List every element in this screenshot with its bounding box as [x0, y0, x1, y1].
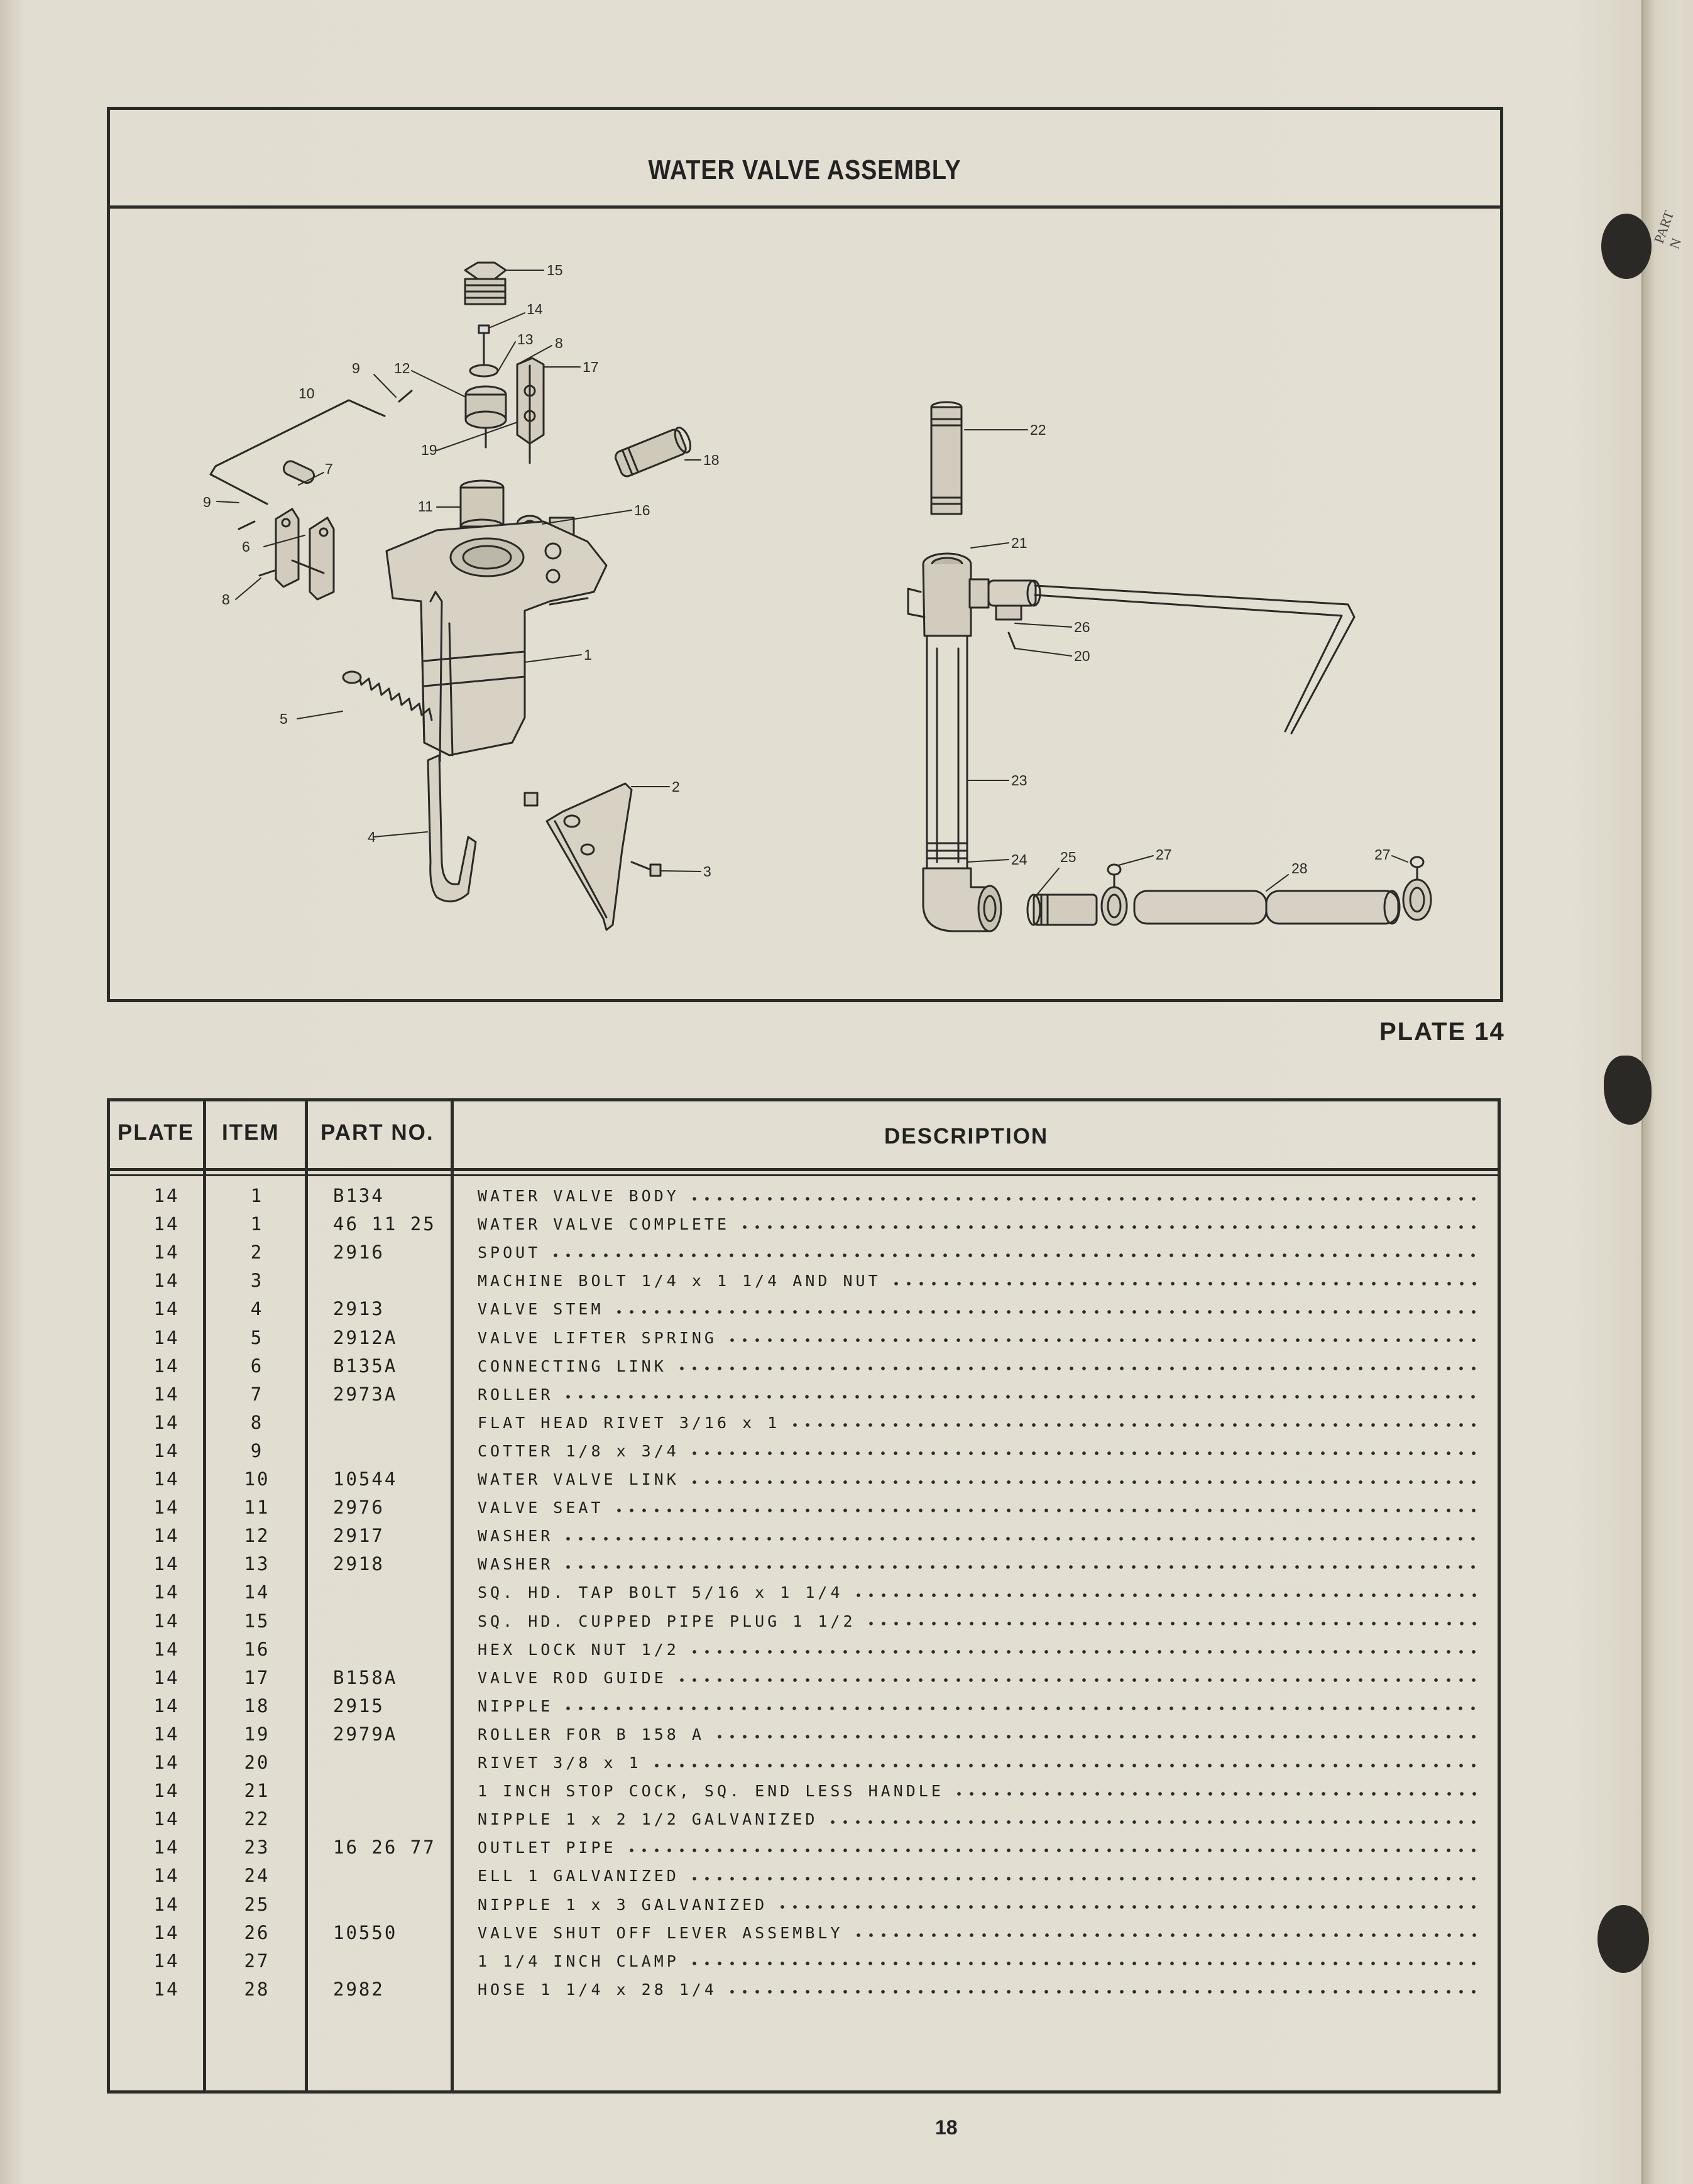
dot-leader [562, 1706, 1482, 1711]
plate-label: PLATE 14 [1379, 1018, 1505, 1046]
description-text: COTTER 1/8 x 3/4 [478, 1441, 679, 1460]
washer-part [470, 365, 498, 376]
callout-27-left: 27 [1156, 846, 1172, 863]
callout-1: 1 [584, 647, 592, 663]
table-row [110, 1720, 1498, 1749]
cell-description [478, 1833, 1482, 1862]
dot-leader [852, 1593, 1482, 1598]
cell-item: 23 [244, 1837, 270, 1859]
cell-part-no: B158A [333, 1666, 398, 1688]
illustration-frame [107, 107, 1503, 1002]
callout-26: 26 [1074, 619, 1090, 635]
cell-part-no: 2913 [333, 1298, 385, 1320]
cell-part-no: 16 26 77 [333, 1837, 436, 1859]
description-text: VALVE SHUT OFF LEVER ASSEMBLY [478, 1923, 843, 1942]
cell-item: 22 [244, 1808, 270, 1830]
cell-item: 16 [244, 1638, 270, 1660]
table-row [110, 1465, 1498, 1493]
clamp-part [1102, 865, 1127, 925]
dot-leader [562, 1564, 1482, 1570]
dot-leader [726, 1338, 1482, 1343]
cell-item: 12 [244, 1525, 270, 1547]
cell-part-no: B135A [333, 1355, 398, 1377]
hose-part [1134, 891, 1400, 924]
callout-22: 22 [1030, 422, 1046, 438]
table-row [110, 1380, 1498, 1409]
cell-item: 2 [250, 1242, 264, 1264]
cell-part-no: 10550 [333, 1921, 398, 1943]
cell-part-no: 2915 [333, 1695, 385, 1717]
hose-nipple-part [1027, 895, 1097, 925]
cell-plate: 14 [153, 1978, 180, 2000]
cell-description [478, 1749, 1482, 1777]
cell-description [478, 1862, 1482, 1890]
cell-part-no: 2912A [333, 1326, 398, 1348]
dot-leader [865, 1621, 1482, 1626]
dot-leader [688, 1876, 1482, 1881]
callout-17: 17 [583, 359, 599, 375]
description-text: ROLLER [478, 1385, 554, 1404]
table-row [110, 1947, 1498, 1975]
cell-part-no: 2979A [333, 1723, 398, 1745]
cell-item: 1 [250, 1185, 264, 1206]
table-row [110, 1210, 1498, 1238]
dot-leader [613, 1309, 1482, 1314]
valve-stem-part [428, 755, 476, 902]
callout-27-right: 27 [1374, 846, 1391, 863]
table-row [110, 1975, 1498, 2004]
callout-14: 14 [527, 301, 543, 317]
cell-description [478, 1324, 1482, 1352]
callout-12: 12 [394, 360, 410, 376]
description-text: HEX LOCK NUT 1/2 [478, 1640, 679, 1659]
table-row [110, 1891, 1498, 1919]
cell-plate: 14 [153, 1638, 180, 1660]
cell-description [478, 1664, 1482, 1692]
nipple-part [614, 425, 694, 478]
callout-18: 18 [703, 452, 720, 468]
dot-leader [676, 1678, 1482, 1683]
exploded-parts-diagram [110, 209, 1500, 999]
callout-13: 13 [517, 331, 534, 347]
connecting-link-part [276, 509, 334, 599]
cell-item: 20 [244, 1752, 270, 1773]
cell-description [478, 1493, 1482, 1522]
cell-item: 19 [244, 1723, 270, 1745]
cell-part-no: 10544 [333, 1468, 398, 1490]
cell-item: 27 [244, 1950, 270, 1972]
dot-leader [688, 1649, 1482, 1654]
table-row [110, 1267, 1498, 1295]
table-row [110, 1182, 1498, 1210]
dot-leader [852, 1933, 1482, 1938]
dot-leader [562, 1394, 1482, 1399]
cell-plate: 14 [153, 1270, 180, 1292]
callout-2: 2 [672, 778, 680, 795]
description-text: VALVE ROD GUIDE [478, 1668, 667, 1687]
cell-item: 6 [250, 1355, 264, 1377]
cell-plate: 14 [153, 1837, 180, 1859]
dot-leader [890, 1281, 1482, 1286]
callout-9-left: 9 [203, 494, 211, 510]
callout-8-left: 8 [222, 591, 230, 608]
cell-plate: 14 [153, 1780, 180, 1802]
description-text: SPOUT [478, 1243, 541, 1262]
dot-leader [789, 1422, 1482, 1428]
cell-item: 3 [250, 1270, 264, 1292]
header-part-no: PART NO. [321, 1120, 434, 1145]
cell-item: 10 [244, 1468, 270, 1490]
description-text: CONNECTING LINK [478, 1357, 667, 1375]
cell-description [478, 1805, 1482, 1833]
cell-plate: 14 [153, 1610, 180, 1632]
cell-plate: 14 [153, 1553, 180, 1575]
cell-description [478, 1409, 1482, 1437]
description-text: ROLLER FOR B 158 A [478, 1725, 704, 1744]
dot-leader [613, 1508, 1482, 1513]
galvanized-nipple-part [931, 402, 962, 514]
cell-description [478, 1465, 1482, 1493]
description-text: NIPPLE 1 x 2 1/2 GALVANIZED [478, 1810, 818, 1829]
table-row [110, 1692, 1498, 1720]
valve-body-part [386, 521, 606, 762]
clamp-part-right [1403, 857, 1431, 920]
callout-15: 15 [547, 262, 563, 278]
parts-drawing [110, 209, 1500, 999]
cell-description [478, 1295, 1482, 1323]
roller-part [282, 459, 316, 485]
stop-cock-part [908, 554, 989, 636]
header-description: DESCRIPTION [884, 1124, 1049, 1149]
cell-plate: 14 [153, 1497, 180, 1519]
dot-leader [562, 1536, 1482, 1541]
dot-leader [738, 1225, 1482, 1230]
cell-item: 8 [250, 1411, 264, 1433]
callout-7: 7 [325, 461, 333, 477]
dot-leader [688, 1451, 1482, 1456]
cell-item: 17 [244, 1666, 270, 1688]
cell-plate: 14 [153, 1921, 180, 1943]
pipe-plug-part [465, 263, 506, 304]
cell-item: 11 [244, 1497, 270, 1519]
cell-plate: 14 [153, 1213, 180, 1235]
description-text: WASHER [478, 1555, 554, 1574]
cell-description [478, 1720, 1482, 1749]
table-row [110, 1607, 1498, 1635]
cell-item: 1 [250, 1213, 264, 1235]
dot-leader [676, 1366, 1482, 1371]
callout-20: 20 [1074, 648, 1090, 664]
cell-part-no: 2973A [333, 1383, 398, 1405]
dot-leader [650, 1763, 1482, 1768]
description-text: SQ. HD. TAP BOLT 5/16 x 1 1/4 [478, 1583, 843, 1602]
cell-plate: 14 [153, 1411, 180, 1433]
cell-description [478, 1635, 1482, 1664]
table-row [110, 1919, 1498, 1947]
table-row [110, 1238, 1498, 1267]
cell-description [478, 1522, 1482, 1550]
dot-leader [776, 1904, 1482, 1909]
cell-description [478, 1692, 1482, 1720]
dot-leader [688, 1961, 1482, 1966]
header-rule-double [110, 1174, 1498, 1176]
cell-description [478, 1437, 1482, 1465]
cell-item: 9 [250, 1439, 264, 1461]
table-row [110, 1409, 1498, 1437]
page-number: 18 [935, 2116, 958, 2139]
page-title: WATER VALVE ASSEMBLY [649, 155, 962, 185]
table-row [110, 1833, 1498, 1862]
description-text: NIPPLE [478, 1696, 554, 1715]
cell-item: 13 [244, 1553, 270, 1575]
cell-plate: 14 [153, 1298, 180, 1320]
cell-part-no: 2976 [333, 1497, 385, 1519]
cell-description [478, 1975, 1482, 2004]
cell-item: 14 [244, 1581, 270, 1603]
valve-rod-guide-part [517, 358, 544, 463]
header-rule [110, 1168, 1498, 1171]
table-row [110, 1522, 1498, 1550]
dot-leader [688, 1196, 1482, 1201]
parts-table [107, 1098, 1501, 2094]
cell-item: 25 [244, 1893, 270, 1915]
cell-item: 21 [244, 1780, 270, 1802]
cell-description [478, 1919, 1482, 1947]
adjacent-page-text: PART N [1650, 209, 1685, 251]
callout-19: 19 [421, 442, 437, 458]
cell-item: 4 [250, 1298, 264, 1320]
cell-item: 15 [244, 1610, 270, 1632]
tap-bolt-part [479, 325, 489, 364]
description-text: WATER VALVE COMPLETE [478, 1215, 730, 1234]
table-row [110, 1635, 1498, 1664]
table-row [110, 1437, 1498, 1465]
shut-off-lever-part [989, 581, 1354, 733]
description-text: OUTLET PIPE [478, 1838, 616, 1857]
cell-description [478, 1238, 1482, 1267]
table-row [110, 1295, 1498, 1323]
spout-part [547, 784, 632, 930]
cell-plate: 14 [153, 1950, 180, 1972]
machine-bolt-part [632, 862, 660, 876]
description-text: SQ. HD. CUPPED PIPE PLUG 1 1/2 [478, 1612, 856, 1630]
header-plate: PLATE [118, 1120, 195, 1145]
binder-hole-bottom [1597, 1905, 1649, 1973]
cell-description [478, 1352, 1482, 1380]
table-row [110, 1749, 1498, 1777]
callout-21: 21 [1011, 535, 1027, 551]
cell-plate: 14 [153, 1581, 180, 1603]
cell-plate: 14 [153, 1355, 180, 1377]
outlet-pipe-part [927, 636, 967, 868]
table-row [110, 1777, 1498, 1805]
cell-plate: 14 [153, 1893, 180, 1915]
description-text: ELL 1 GALVANIZED [478, 1867, 679, 1886]
dot-leader [713, 1734, 1482, 1739]
cell-part-no: 2918 [333, 1553, 385, 1575]
table-row [110, 1324, 1498, 1352]
cell-description [478, 1891, 1482, 1919]
cell-description [478, 1380, 1482, 1409]
dot-leader [688, 1480, 1482, 1485]
lifter-spring-part [343, 672, 432, 720]
dot-leader [549, 1253, 1482, 1258]
cell-plate: 14 [153, 1185, 180, 1206]
cell-part-no: 2916 [333, 1242, 385, 1264]
dot-leader [726, 1989, 1482, 1994]
cell-item: 7 [250, 1383, 264, 1405]
cell-plate: 14 [153, 1865, 180, 1887]
callout-24: 24 [1011, 851, 1027, 868]
table-row [110, 1862, 1498, 1890]
cell-plate: 14 [153, 1326, 180, 1348]
cell-plate: 14 [153, 1808, 180, 1830]
callout-10: 10 [299, 385, 315, 401]
cell-item: 5 [250, 1326, 264, 1348]
cell-description [478, 1947, 1482, 1975]
binder-hole-top [1601, 214, 1652, 279]
title-bar [110, 110, 1500, 209]
description-text: NIPPLE 1 x 3 GALVANIZED [478, 1895, 768, 1914]
cell-part-no: B134 [333, 1185, 385, 1206]
description-text: RIVET 3/8 x 1 [478, 1754, 642, 1772]
header-item: ITEM [222, 1120, 280, 1145]
callout-25: 25 [1060, 849, 1077, 865]
cell-item: 18 [244, 1695, 270, 1717]
cell-plate: 14 [153, 1242, 180, 1264]
callout-8-top: 8 [555, 335, 563, 351]
cell-part-no: 46 11 25 [333, 1213, 436, 1235]
cell-description [478, 1210, 1482, 1238]
cell-plate: 14 [153, 1723, 180, 1745]
cell-plate: 14 [153, 1439, 180, 1461]
cell-item: 28 [244, 1978, 270, 2000]
cotter-part [399, 391, 412, 401]
description-text: 1 1/4 INCH CLAMP [478, 1952, 679, 1970]
table-row [110, 1352, 1498, 1380]
cell-description [478, 1182, 1482, 1210]
cell-plate: 14 [153, 1695, 180, 1717]
table-row [110, 1578, 1498, 1607]
description-text: WASHER [478, 1527, 554, 1546]
callout-3: 3 [703, 863, 711, 880]
cell-part-no: 2982 [333, 1978, 385, 2000]
callout-11: 11 [418, 498, 433, 515]
cell-description [478, 1550, 1482, 1578]
cell-description [478, 1267, 1482, 1295]
dot-leader [826, 1820, 1482, 1825]
table-row [110, 1493, 1498, 1522]
description-text: WATER VALVE BODY [478, 1187, 679, 1205]
callout-28: 28 [1291, 860, 1308, 876]
rivet-part [1009, 633, 1015, 648]
cell-part-no: 2917 [333, 1525, 385, 1547]
description-text: VALVE SEAT [478, 1499, 604, 1517]
description-text: VALVE STEM [478, 1300, 604, 1319]
cell-plate: 14 [153, 1525, 180, 1547]
callout-4: 4 [368, 829, 376, 845]
description-text: VALVE LIFTER SPRING [478, 1328, 717, 1347]
callout-5: 5 [280, 711, 288, 727]
callout-23: 23 [1011, 772, 1027, 789]
ell-part [923, 868, 1001, 931]
description-text: 1 INCH STOP COCK, SQ. END LESS HANDLE [478, 1782, 944, 1801]
callout-9-top: 9 [352, 360, 360, 376]
cell-description [478, 1578, 1482, 1607]
table-row [110, 1550, 1498, 1578]
callout-16: 16 [634, 502, 650, 518]
description-text: HOSE 1 1/4 x 28 1/4 [478, 1980, 717, 1999]
table-row [110, 1664, 1498, 1692]
cell-plate: 14 [153, 1752, 180, 1773]
cell-plate: 14 [153, 1666, 180, 1688]
description-text: WATER VALVE LINK [478, 1470, 679, 1488]
callout-6: 6 [242, 538, 250, 555]
dot-leader [625, 1848, 1482, 1853]
cell-item: 24 [244, 1865, 270, 1887]
cell-description [478, 1777, 1482, 1805]
table-row [110, 1805, 1498, 1833]
cell-plate: 14 [153, 1383, 180, 1405]
cell-plate: 14 [153, 1468, 180, 1490]
description-text: MACHINE BOLT 1/4 x 1 1/4 AND NUT [478, 1272, 881, 1291]
cell-item: 26 [244, 1921, 270, 1943]
description-text: FLAT HEAD RIVET 3/16 x 1 [478, 1413, 781, 1432]
cell-description [478, 1607, 1482, 1635]
dot-leader [953, 1791, 1482, 1796]
